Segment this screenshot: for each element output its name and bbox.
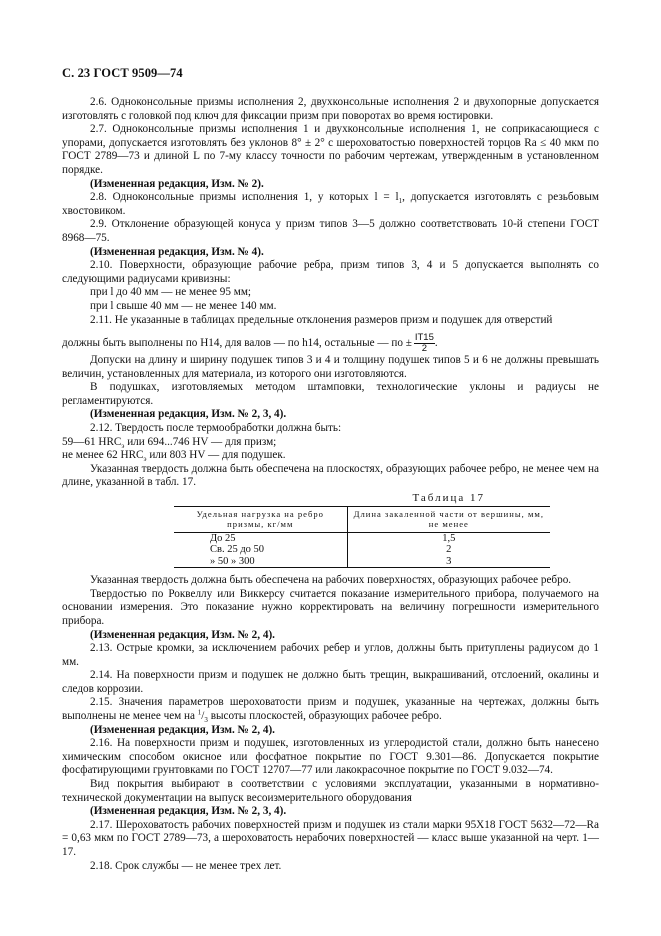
page-header: С. 23 ГОСТ 9509—74 [62,66,183,80]
paragraph-2-6: 2.6. Одноконсольные призмы исполнения 2, двухконсольные исполнения 2 и двухопорные допускается изготовлять с головкой под ключ для фиксации призм при поворотах во время юстировки. [62,96,599,122]
hardness-pads-text-a: не менее 62 HRC [62,449,144,462]
table-cell-length: 2 [446,544,452,556]
amendment-note: (Измененная редакция, Изм. № 2, 4). [90,723,275,736]
document-body [62,96,599,873]
paragraph-2-18: 2.18. Срок службы — не менее трех лет. [90,859,282,872]
hrc-subscript: э [143,455,147,464]
table-17-title: Таблица 17 [412,492,485,505]
paragraph-2-13: 2.13. Острые кромки, за исключением рабочих ребер и углов, должны быть притуплены радиусом до 1 мм. [62,642,599,668]
hardness-pads [62,449,599,463]
paragraph-2-11-stamping: В подушках, изготовляемых методом штамповки, технологические уклоны и радиусы не регламентируются. [62,381,599,407]
hardness-prisms [62,436,599,450]
table-cell-length: 3 [347,556,550,568]
paragraph-working-surfaces: Указанная твердость должна быть обеспечена на рабочих поверхностях, образующих рабочее ребро. [90,574,572,587]
paragraph-2-7: 2.7. Одноконсольные призмы исполнения 1 и двухконсольные исполнения 1, не соприкасающиеся с упорами, допускается изготовлять без уклонов 8° ± 2° с шероховатостью поверхностей торцов Ra ≤ 40 мкм по ГОСТ 2789—73 и длиной L по 7-му классу точности по рабочим чертежам, утвержденным в установленном порядке. [62,123,599,176]
paragraph-2-17: 2.17. Шероховатость рабочих поверхностей призм и подушек из стали марки 95Х18 ГОСТ 5632—72—Ra = 0,63 мкм по ГОСТ 2789—73, а шероховатость нерабочих поверхностей — класс выше указанной на черт. 1—17. [62,818,599,858]
table-cell-load: Св. 25 до 50 [174,544,347,556]
table-cell-length: 1,5 [442,532,456,544]
paragraph-2-11-text: должны быть выполнены по Н14, для валов — по h14, остальные — по ± [62,337,412,350]
paragraph-2-16: 2.16. На поверхности призм и подушек, изготовленных из углеродистой стали, должно быть нанесено химическим способом окисное или фосфатное покрытие по ГОСТ 9.301—86. Допускается покрытие фосфатирующими грунтовками по ГОСТ 12707—77 или лакокрасочное покрытие по ГОСТ 9.032—74. [62,737,599,777]
paragraph-2-16-coating: Вид покрытия выбирают в соответствии с условиями эксплуатации, указанными в нормативно-технической документации на выпуск весоизмерительного оборудования [62,778,599,804]
paragraph-2-10-item-1: при l до 40 мм — не менее 95 мм; [90,286,252,299]
paragraph-2-8-text-a: 2.8. Одноконсольные призмы исполнения 1, у которых l = l [90,191,399,204]
fraction-numerator: IT15 [414,332,434,344]
paragraph-2-11-tolerances: Допуски на длину и ширину подушек типов 3 и 4 и толщину подушек типов 5 и 6 не должны превышать величин, установленных для материала, из которого они изготовляются. [62,354,599,380]
table-cell-load: » 50 » 300 [174,556,347,568]
paragraph-2-15-text-b: высоты плоскостей, образующих рабочее ребро. [207,710,442,723]
amendment-note: (Измененная редакция, Изм. № 2, 3, 4). [90,408,287,421]
paragraph-2-8-text-b: , допускается изготовлять с резьбовым хвостовиком. [62,191,600,217]
table-17-header-length: Длина закаленной части от вершины, мм, не менее [347,506,550,532]
amendment-note: (Измененная редакция, Изм. № 2, 3, 4). [90,805,287,818]
paragraph-2-15: 2.15. Значения параметров шероховатости призм и подушек, указанные на чертежах, должны быть выполнены не менее чем на $^1/_3$ высоты плоскостей, образующих рабочее ребро. [62,696,599,725]
fraction-sup: 1 [197,708,202,717]
paragraph-2-8 [62,191,599,218]
paragraph-2-10: 2.10. Поверхности, образующие рабочие ребра, призм типов 3, 4 и 5 допускается выполнять со следующими радиусами кривизны: [62,259,599,285]
hardness-prisms-text-a: 59—61 HRC [62,435,122,448]
hrc-subscript: э [121,441,125,450]
amendment-note: (Измененная редакция, Изм. № 4). [90,245,264,258]
tolerance-fraction [414,333,435,354]
amendment-note: (Измененная редакция, Изм. № 2). [90,177,264,190]
table-cell-load: До 25 [174,532,347,544]
amendment-note: (Измененная редакция, Изм. № 2, 4). [90,628,275,641]
paragraph-2-9: 2.9. Отклонение образующей конуса у призм типов 3—5 должно соответствовать 10-й степени ГОСТ 8968—75. [62,218,599,244]
paragraph-2-10-item-2: при l свыше 40 мм — не менее 140 мм. [90,299,277,312]
paragraph-2-12-hardness-length: Указанная твердость должна быть обеспечена на плоскостях, образующих рабочее ребро, не менее чем на длине, указанной в табл. 17. [62,462,599,489]
paragraph-2-11-continued: должны быть выполнены по Н14, для валов — по h14, остальные — по ± $\frac{IT15}{2}$ . [62,332,438,355]
hardness-prisms-text-b: или 694...746 HV — для призм; [124,435,277,448]
paragraph-rockwell-vickers: Твердостью по Роквеллу или Виккерсу считается показание измерительного прибора, получаемого на основании измерения. Это показание нужно корректировать на величину погрешности измерительного прибора. [62,587,599,627]
table-row [174,532,550,544]
paragraph-2-8-subscript: 1 [398,197,403,206]
paragraph-2-15-text-a: 2.15. Значения параметров шероховатости призм и подушек, указанные на чертежах, должны быть выполнены не менее чем на [62,696,599,723]
fraction-sub: 3 [204,716,208,725]
paragraph-2-12: 2.12. Твердость после термообработки должна быть: [90,422,342,435]
table-row [174,544,550,556]
hardness-pads-text-b: или 803 HV — для подушек. [146,449,286,462]
paragraph-2-14: 2.14. На поверхности призм и подушек не должно быть трещин, выкрашиваний, отслоений, окалины и следов коррозии. [62,669,599,695]
table-17 [174,506,550,569]
paragraph-2-11: 2.11. Не указанные в таблицах предельные отклонения размеров призм и подушек для отверстий [90,313,553,326]
fraction-denominator: 2 [421,343,428,355]
table-17-header-load: Удельная нагрузка на ребро призмы, кг/мм [174,506,347,532]
table-row [174,556,550,568]
